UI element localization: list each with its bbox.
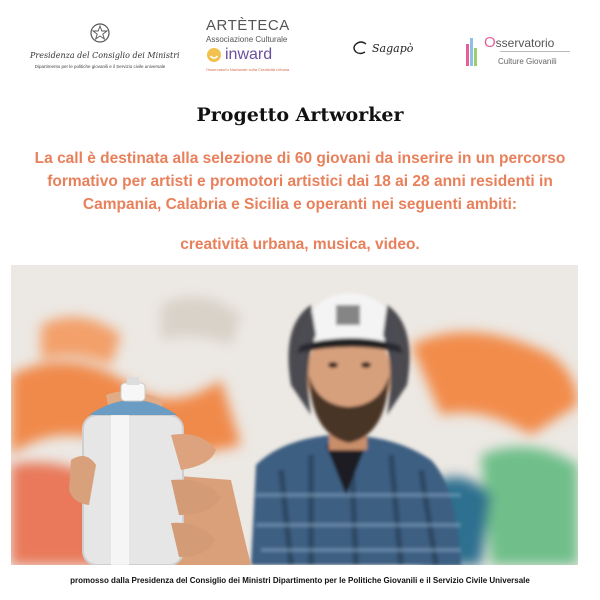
osservatorio-wordmark: Osservatorio xyxy=(484,34,555,51)
pcm-title: Presidenza del Consiglio dei Ministri xyxy=(30,51,180,60)
osservatorio-subtitle: Culture Giovanili xyxy=(498,57,557,66)
inward-tagline: Osservatorio Nazionale sulla Creatività Urbana xyxy=(206,67,290,72)
sagapo-swirl-icon xyxy=(352,40,370,56)
italian-emblem-icon xyxy=(89,22,111,44)
arteteca-subtitle: Associazione Culturale xyxy=(206,35,288,44)
areas-list: creatività urbana, musica, video. xyxy=(180,236,420,253)
graffiti-artist-spray-can-icon xyxy=(11,265,578,565)
sponsor-logos-row xyxy=(0,0,600,90)
osservatorio-divider xyxy=(500,51,570,52)
pcm-department: Dipartimento per le politiche giovanili e il Servizio civile universale xyxy=(34,64,166,69)
sagapo-logo xyxy=(352,38,432,58)
call-description: La call è destinata alla selezione di 60 giovani da inserire in un percorso formativo per artisti e promotori artistici dai 18 ai 28 anni residenti in Campania, Calabria e Sicilia e operanti nei seguenti ambiti: xyxy=(34,150,566,213)
inward-smile-icon xyxy=(206,47,222,63)
graffiti-artist-photo xyxy=(11,265,578,565)
sagapo-wordmark: Sagapò xyxy=(372,41,414,55)
page-title: Progetto Artworker xyxy=(196,104,404,126)
arteteca-name: ARTÈTECA xyxy=(206,17,290,34)
osservatorio-culture-giovanili-logo xyxy=(466,30,578,74)
osservatorio-bars-icon xyxy=(466,34,480,68)
footer-promoter-note: promosso dalla Presidenza del Consiglio dei Ministri Dipartimento per le Politiche Giovanili e il Servizio Civile Universale xyxy=(70,576,530,585)
inward-wordmark: inward xyxy=(225,46,273,63)
presidenza-consiglio-logo xyxy=(30,22,180,78)
arteteca-inward-logo xyxy=(206,18,316,80)
